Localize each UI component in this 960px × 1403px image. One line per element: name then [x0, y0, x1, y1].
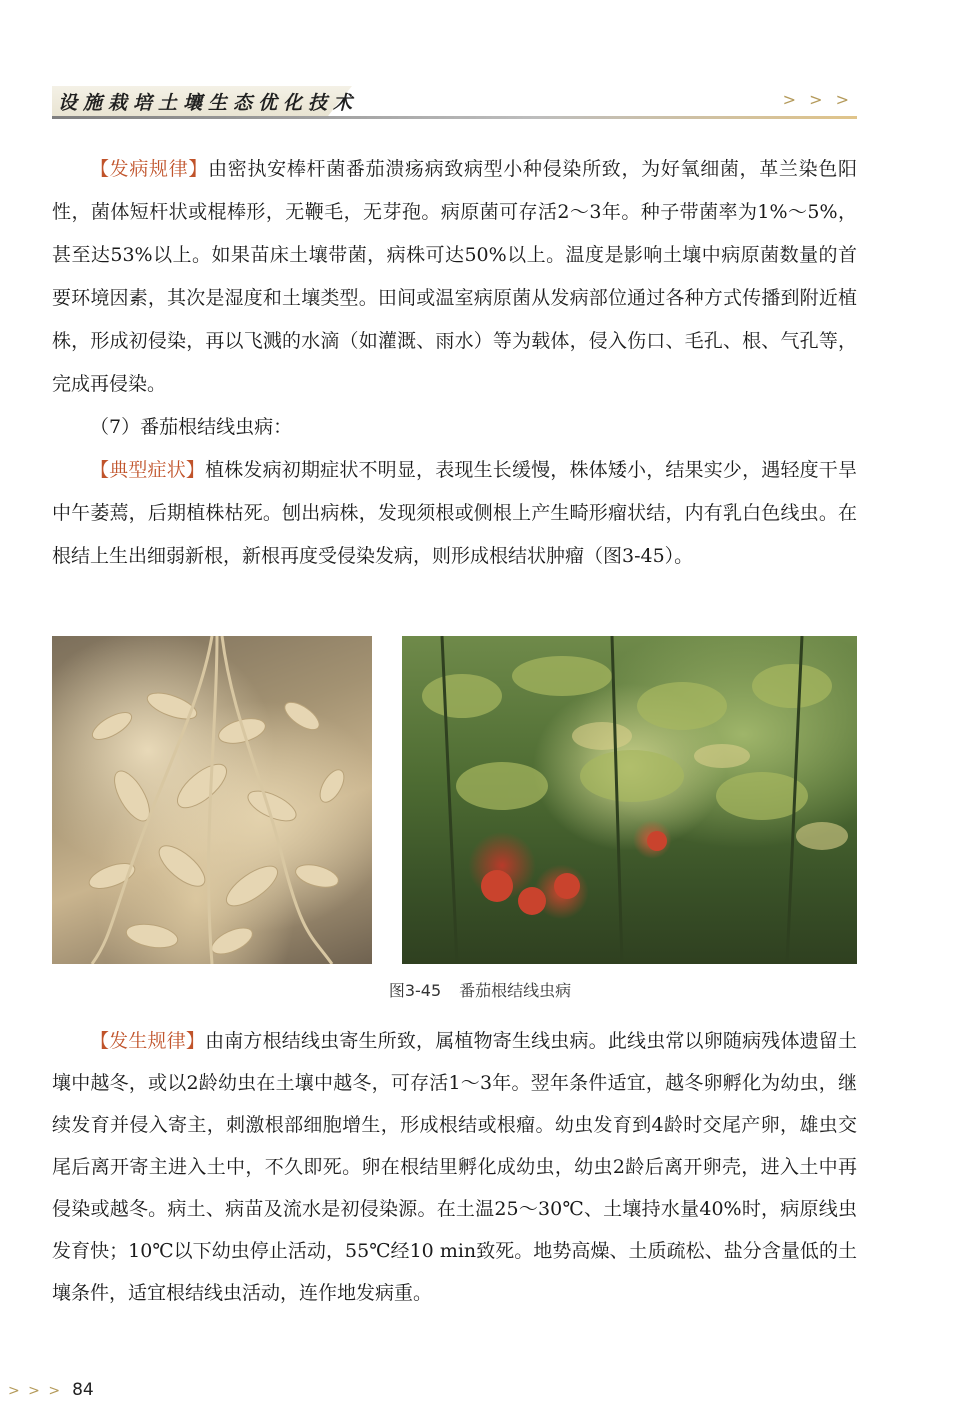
header-chevron-icon: > > > — [782, 90, 853, 109]
figure-number: 图3-45 — [388, 981, 442, 1000]
figure-3-45 — [52, 636, 857, 964]
paragraph-disease-pattern — [52, 148, 857, 406]
book-title: 设施栽培土壤生态优化技术 — [58, 92, 359, 114]
paragraph-occurrence-pattern — [52, 1020, 857, 1314]
roots-illustration — [52, 636, 372, 964]
paragraph-text: 由南方根结线虫寄生所致，属植物寄生线虫病。此线虫常以卵随病残体遗留土壤中越冬，或以2龄幼虫在土壤中越冬，可存活1～3年。翌年条件适宜，越冬卵孵化为幼虫，继续发育并侵入寄主，刺激根部细胞增生，形成根结或根瘤。幼虫发育到4龄时交尾产卵，雄虫交尾后离开寄主进入土中，不久即死。卵在根结里孵化成幼虫，幼虫2龄后离开卵壳，进入土中再侵染或越冬。病土、病苗及流水是初侵染源。在土温25～30℃、土壤持水量40%时，病原线虫发育快；10℃以下幼虫停止活动，55℃经10 min致死。地势高燥、土质疏松、盐分含量低的土壤条件，适宜根结线虫活动，连作地发病重。 — [52, 1030, 857, 1304]
footer-chevron-icon: > > > — [8, 1383, 63, 1399]
page-footer — [8, 1380, 94, 1400]
body-text-top — [52, 148, 857, 578]
header-divider — [52, 116, 857, 119]
infected-tomato-plants-photo — [402, 636, 857, 964]
section-label-disease-pattern: 【发病规律】 — [90, 158, 209, 180]
figure-title: 番茄根结线虫病 — [459, 981, 572, 1000]
root-knot-roots-photo — [52, 636, 372, 964]
paragraph-typical-symptoms — [52, 449, 857, 578]
paragraph-text: 由密执安棒杆菌番茄溃疡病致病型小种侵染所致，为好氧细菌，革兰染色阳性，菌体短杆状或棍棒形，无鞭毛，无芽孢。病原菌可存活2～3年。种子带菌率为1%～5%，甚至达53%以上。如果苗床土壤带菌，病株可达50%以上。温度是影响土壤中病原菌数量的首要环境因素，其次是湿度和土壤类型。田间或温室病原菌从发病部位通过各种方式传播到附近植株，形成初侵染，再以飞溅的水滴（如灌溉、雨水）等为载体，侵入伤口、毛孔、根、气孔等，完成再侵染。 — [52, 158, 857, 395]
running-header — [52, 80, 857, 120]
section-label-occurrence: 【发生规律】 — [90, 1030, 206, 1052]
paragraph-text: 植株发病初期症状不明显，表现生长缓慢，株体矮小，结果实少，遇轻度干旱中午萎蔫，后期植株枯死。刨出病株，发现须根或侧根上产生畸形瘤状结，内有乳白色线虫。在根结上生出细弱新根，新根再度受侵染发病，则形成根结状肿瘤（图3-45）。 — [52, 459, 857, 567]
item-heading-7: （7）番茄根结线虫病： — [90, 416, 293, 438]
section-label-symptoms: 【典型症状】 — [90, 459, 206, 481]
body-text-bottom — [52, 1020, 857, 1314]
page-number: 84 — [72, 1380, 94, 1400]
figure-caption — [0, 978, 960, 1001]
plants-illustration — [402, 636, 857, 964]
